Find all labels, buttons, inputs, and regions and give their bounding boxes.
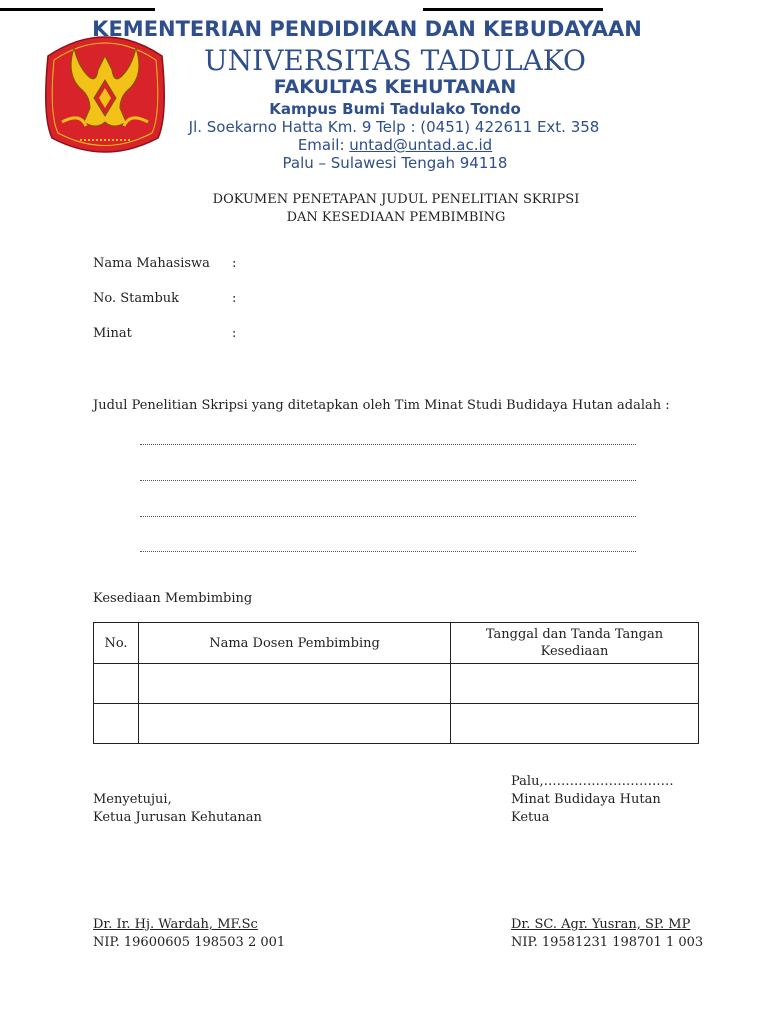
column-header-signature: Tanggal dan Tanda Tangan Kesediaan xyxy=(451,623,699,664)
table-cell xyxy=(139,704,451,744)
city-line: Palu – Sulawesi Tengah 94118 xyxy=(282,154,508,172)
top-rule-right xyxy=(423,8,603,11)
field-label-minat: Minat xyxy=(93,326,132,341)
field-label-nama: Nama Mahasiswa xyxy=(93,256,210,271)
field-label-stambuk: No. Stambuk xyxy=(93,291,180,306)
title-line-3 xyxy=(140,516,636,517)
column-header-name: Nama Dosen Pembimbing xyxy=(139,623,451,664)
table-cell xyxy=(94,704,139,744)
address-line: Jl. Soekarno Hatta Km. 9 Telp : (0451) 422611 Ext. 358 xyxy=(188,118,600,136)
table-cell xyxy=(451,704,699,744)
right-sign-line2: Ketua xyxy=(511,810,550,825)
email-label: Email: xyxy=(297,136,350,154)
table-row xyxy=(94,704,699,744)
title-line-1 xyxy=(140,444,636,445)
title-line-2 xyxy=(140,480,636,481)
table-cell xyxy=(139,664,451,704)
column-header-no: No. xyxy=(94,623,139,664)
university-name: UNIVERSITAS TADULAKO xyxy=(204,44,586,77)
right-sign-line1: Minat Budidaya Hutan xyxy=(511,792,661,807)
left-sign-line1: Menyetujui, xyxy=(93,792,172,807)
document-title-line2: DAN KESEDIAAN PEMBIMBING xyxy=(286,210,506,225)
title-line-4 xyxy=(140,551,636,552)
right-signatory-nip: NIP. 19581231 198701 1 003 xyxy=(511,935,704,950)
field-sep-minat: : xyxy=(232,326,237,341)
faculty-name: FAKULTAS KEHUTANAN xyxy=(273,76,517,98)
field-sep-nama: : xyxy=(232,256,237,271)
supervisor-table xyxy=(93,622,699,744)
left-signatory-nip: NIP. 19600605 198503 2 001 xyxy=(93,935,286,950)
campus-name: Kampus Bumi Tadulako Tondo xyxy=(269,100,521,118)
top-rule-left xyxy=(0,8,155,11)
right-signatory-name: Dr. SC. Agr. Yusran, SP. MP xyxy=(511,917,691,932)
section-label: Kesediaan Membimbing xyxy=(93,591,253,606)
statement-text: Judul Penelitian Skripsi yang ditetapkan oleh Tim Minat Studi Budidaya Hutan adalah : xyxy=(93,398,670,413)
table-row xyxy=(94,664,699,704)
email-link[interactable]: untad@untad.ac.id xyxy=(349,136,493,154)
table-cell xyxy=(94,664,139,704)
left-sign-line2: Ketua Jurusan Kehutanan xyxy=(93,810,262,825)
table-cell xyxy=(451,664,699,704)
left-signatory-name: Dr. Ir. Hj. Wardah, MF.Sc xyxy=(93,917,258,932)
ministry-name: KEMENTERIAN PENDIDIKAN DAN KEBUDAYAAN xyxy=(92,17,642,41)
email-line xyxy=(11,136,768,154)
place-date: Palu,………………………… xyxy=(511,774,674,789)
document-title-line1: DOKUMEN PENETAPAN JUDUL PENELITIAN SKRIPSI xyxy=(212,192,580,207)
field-sep-stambuk: : xyxy=(232,291,237,306)
